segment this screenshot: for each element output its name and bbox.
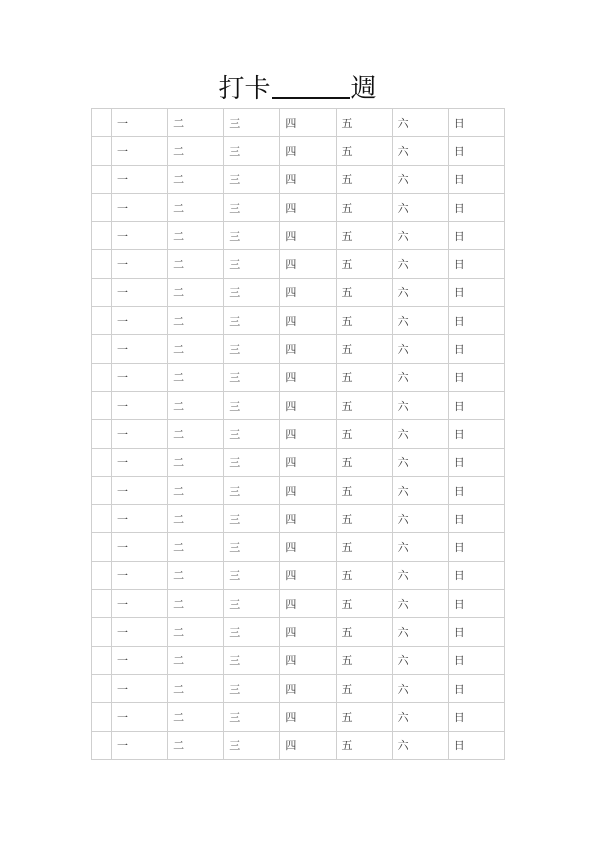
weekday-cell[interactable]: 二 xyxy=(168,505,224,533)
week-number-blank xyxy=(272,73,350,99)
row-label-cell[interactable] xyxy=(92,222,112,250)
row-label-cell[interactable] xyxy=(92,165,112,193)
weekday-cell[interactable]: 日 xyxy=(448,391,504,419)
weekday-cell[interactable]: 一 xyxy=(112,109,168,137)
weekday-cell[interactable]: 日 xyxy=(448,363,504,391)
weekday-cell[interactable]: 三 xyxy=(224,420,280,448)
weekday-cell[interactable]: 三 xyxy=(224,109,280,137)
weekday-cell[interactable]: 六 xyxy=(392,731,448,759)
weekday-cell[interactable]: 日 xyxy=(448,250,504,278)
table-row xyxy=(92,505,505,533)
weekday-cell[interactable]: 六 xyxy=(392,590,448,618)
weekday-cell[interactable]: 一 xyxy=(112,646,168,674)
weekday-cell[interactable]: 二 xyxy=(168,533,224,561)
weekday-cell[interactable]: 五 xyxy=(336,448,392,476)
weekday-cell[interactable]: 四 xyxy=(280,731,336,759)
weekday-cell[interactable]: 日 xyxy=(448,476,504,504)
weekday-cell[interactable]: 二 xyxy=(168,222,224,250)
weekday-cell[interactable]: 日 xyxy=(448,165,504,193)
weekday-cell[interactable]: 四 xyxy=(280,165,336,193)
row-label-cell[interactable] xyxy=(92,674,112,702)
weekday-cell[interactable]: 四 xyxy=(280,703,336,731)
weekday-cell[interactable]: 五 xyxy=(336,193,392,221)
weekday-cell[interactable]: 日 xyxy=(448,646,504,674)
row-label-cell[interactable] xyxy=(92,363,112,391)
weekday-cell[interactable]: 日 xyxy=(448,307,504,335)
weekday-cell[interactable]: 日 xyxy=(448,278,504,306)
weekday-cell[interactable]: 四 xyxy=(280,505,336,533)
weekday-cell[interactable]: 日 xyxy=(448,335,504,363)
weekday-cell[interactable]: 四 xyxy=(280,222,336,250)
weekday-cell[interactable]: 二 xyxy=(168,193,224,221)
weekday-cell[interactable]: 六 xyxy=(392,278,448,306)
weekday-cell[interactable]: 一 xyxy=(112,193,168,221)
weekday-cell[interactable]: 四 xyxy=(280,137,336,165)
row-label-cell[interactable] xyxy=(92,448,112,476)
weekday-cell[interactable]: 六 xyxy=(392,307,448,335)
weekday-cell[interactable]: 二 xyxy=(168,278,224,306)
title-suffix: 週 xyxy=(350,74,377,104)
weekday-cell[interactable]: 一 xyxy=(112,448,168,476)
weekday-cell[interactable]: 四 xyxy=(280,109,336,137)
weekday-cell[interactable]: 五 xyxy=(336,278,392,306)
weekday-cell[interactable]: 四 xyxy=(280,590,336,618)
table-row xyxy=(92,731,505,759)
table-row xyxy=(92,307,505,335)
table-row xyxy=(92,222,505,250)
weekday-cell[interactable]: 五 xyxy=(336,618,392,646)
weekday-cell[interactable]: 五 xyxy=(336,307,392,335)
weekday-cell[interactable]: 五 xyxy=(336,391,392,419)
weekday-cell[interactable]: 六 xyxy=(392,250,448,278)
row-label-cell[interactable] xyxy=(92,618,112,646)
weekday-cell[interactable]: 五 xyxy=(336,476,392,504)
weekday-cell[interactable]: 一 xyxy=(112,278,168,306)
weekday-cell[interactable]: 六 xyxy=(392,165,448,193)
table-row xyxy=(92,561,505,589)
row-label-cell[interactable] xyxy=(92,278,112,306)
weekday-cell[interactable]: 三 xyxy=(224,137,280,165)
weekday-cell[interactable]: 四 xyxy=(280,363,336,391)
weekday-cell[interactable]: 一 xyxy=(112,335,168,363)
row-label-cell[interactable] xyxy=(92,561,112,589)
weekday-cell[interactable]: 四 xyxy=(280,561,336,589)
weekday-cell[interactable]: 四 xyxy=(280,448,336,476)
weekday-cell[interactable]: 日 xyxy=(448,731,504,759)
table-row xyxy=(92,250,505,278)
table-row xyxy=(92,590,505,618)
row-label-cell[interactable] xyxy=(92,250,112,278)
weekday-cell[interactable]: 一 xyxy=(112,590,168,618)
table-row xyxy=(92,109,505,137)
weekday-cell[interactable]: 五 xyxy=(336,420,392,448)
weekday-cell[interactable]: 三 xyxy=(224,250,280,278)
table-row xyxy=(92,165,505,193)
weekday-cell[interactable]: 三 xyxy=(224,590,280,618)
weekday-cell[interactable]: 一 xyxy=(112,307,168,335)
row-label-cell[interactable] xyxy=(92,646,112,674)
weekday-cell[interactable]: 六 xyxy=(392,335,448,363)
checkin-table-body xyxy=(92,109,505,760)
weekday-cell[interactable]: 六 xyxy=(392,505,448,533)
weekday-cell[interactable]: 二 xyxy=(168,731,224,759)
weekday-cell[interactable]: 四 xyxy=(280,674,336,702)
weekday-cell[interactable]: 二 xyxy=(168,137,224,165)
title-prefix: 打卡 xyxy=(218,74,271,104)
row-label-cell[interactable] xyxy=(92,731,112,759)
weekday-cell[interactable]: 四 xyxy=(280,420,336,448)
weekday-cell[interactable]: 三 xyxy=(224,731,280,759)
row-label-cell[interactable] xyxy=(92,391,112,419)
weekday-cell[interactable]: 二 xyxy=(168,618,224,646)
weekday-cell[interactable]: 四 xyxy=(280,646,336,674)
table-row xyxy=(92,420,505,448)
weekday-cell[interactable]: 三 xyxy=(224,391,280,419)
weekday-cell[interactable]: 二 xyxy=(168,448,224,476)
weekday-cell[interactable]: 一 xyxy=(112,476,168,504)
weekday-cell[interactable]: 三 xyxy=(224,646,280,674)
row-label-cell[interactable] xyxy=(92,533,112,561)
weekday-cell[interactable]: 五 xyxy=(336,703,392,731)
table-row xyxy=(92,674,505,702)
weekday-cell[interactable]: 三 xyxy=(224,335,280,363)
weekday-cell[interactable]: 日 xyxy=(448,137,504,165)
weekday-cell[interactable]: 二 xyxy=(168,363,224,391)
table-row xyxy=(92,335,505,363)
weekday-cell[interactable]: 四 xyxy=(280,335,336,363)
weekday-cell[interactable]: 二 xyxy=(168,335,224,363)
weekday-cell[interactable]: 三 xyxy=(224,505,280,533)
weekday-cell[interactable]: 一 xyxy=(112,703,168,731)
weekday-cell[interactable]: 六 xyxy=(392,618,448,646)
weekday-cell[interactable]: 六 xyxy=(392,561,448,589)
weekday-cell[interactable]: 二 xyxy=(168,109,224,137)
row-label-cell[interactable] xyxy=(92,109,112,137)
weekday-cell[interactable]: 三 xyxy=(224,363,280,391)
weekday-cell[interactable]: 三 xyxy=(224,165,280,193)
weekday-cell[interactable]: 日 xyxy=(448,703,504,731)
weekday-cell[interactable]: 五 xyxy=(336,363,392,391)
weekday-cell[interactable]: 日 xyxy=(448,193,504,221)
weekday-cell[interactable]: 二 xyxy=(168,250,224,278)
weekday-cell[interactable]: 四 xyxy=(280,476,336,504)
table-row xyxy=(92,448,505,476)
weekday-cell[interactable]: 五 xyxy=(336,165,392,193)
table-row xyxy=(92,618,505,646)
row-label-cell[interactable] xyxy=(92,590,112,618)
weekday-cell[interactable]: 三 xyxy=(224,307,280,335)
table-row xyxy=(92,193,505,221)
weekday-cell[interactable]: 四 xyxy=(280,250,336,278)
weekday-cell[interactable]: 五 xyxy=(336,590,392,618)
weekday-cell[interactable]: 六 xyxy=(392,703,448,731)
weekday-cell[interactable]: 日 xyxy=(448,533,504,561)
weekday-cell[interactable]: 二 xyxy=(168,674,224,702)
table-row xyxy=(92,137,505,165)
weekday-cell[interactable]: 一 xyxy=(112,533,168,561)
weekday-cell[interactable]: 五 xyxy=(336,533,392,561)
weekday-cell[interactable]: 二 xyxy=(168,391,224,419)
weekday-cell[interactable]: 六 xyxy=(392,448,448,476)
weekday-cell[interactable]: 四 xyxy=(280,193,336,221)
weekday-cell[interactable]: 二 xyxy=(168,703,224,731)
weekday-cell[interactable]: 日 xyxy=(448,505,504,533)
weekday-cell[interactable]: 三 xyxy=(224,533,280,561)
page-title xyxy=(0,72,595,106)
weekday-cell[interactable]: 六 xyxy=(392,391,448,419)
row-label-cell[interactable] xyxy=(92,193,112,221)
weekday-cell[interactable]: 五 xyxy=(336,561,392,589)
weekday-cell[interactable]: 一 xyxy=(112,222,168,250)
weekday-cell[interactable]: 五 xyxy=(336,250,392,278)
weekday-cell[interactable]: 三 xyxy=(224,476,280,504)
weekday-cell[interactable]: 六 xyxy=(392,420,448,448)
weekday-cell[interactable]: 二 xyxy=(168,165,224,193)
weekday-cell[interactable]: 五 xyxy=(336,505,392,533)
row-label-cell[interactable] xyxy=(92,476,112,504)
weekday-cell[interactable]: 四 xyxy=(280,391,336,419)
weekday-cell[interactable]: 一 xyxy=(112,391,168,419)
weekday-cell[interactable]: 日 xyxy=(448,674,504,702)
weekday-cell[interactable]: 五 xyxy=(336,137,392,165)
table-row xyxy=(92,646,505,674)
weekday-cell[interactable]: 三 xyxy=(224,278,280,306)
weekday-cell[interactable]: 一 xyxy=(112,505,168,533)
weekday-cell[interactable]: 五 xyxy=(336,222,392,250)
table-row xyxy=(92,703,505,731)
weekday-cell[interactable]: 日 xyxy=(448,222,504,250)
row-label-cell[interactable] xyxy=(92,307,112,335)
weekday-cell[interactable]: 二 xyxy=(168,590,224,618)
weekday-cell[interactable]: 一 xyxy=(112,250,168,278)
weekday-cell[interactable]: 日 xyxy=(448,590,504,618)
weekday-cell[interactable]: 五 xyxy=(336,109,392,137)
row-label-cell[interactable] xyxy=(92,703,112,731)
weekday-cell[interactable]: 二 xyxy=(168,420,224,448)
weekday-cell[interactable]: 二 xyxy=(168,476,224,504)
weekday-cell[interactable]: 二 xyxy=(168,307,224,335)
weekday-cell[interactable]: 日 xyxy=(448,618,504,646)
weekday-cell[interactable]: 日 xyxy=(448,561,504,589)
weekday-cell[interactable]: 六 xyxy=(392,222,448,250)
weekday-cell[interactable]: 日 xyxy=(448,448,504,476)
weekday-cell[interactable]: 三 xyxy=(224,222,280,250)
weekday-cell[interactable]: 一 xyxy=(112,137,168,165)
weekday-cell[interactable]: 五 xyxy=(336,674,392,702)
table-row xyxy=(92,391,505,419)
weekday-cell[interactable]: 五 xyxy=(336,335,392,363)
weekday-cell[interactable]: 六 xyxy=(392,363,448,391)
weekday-cell[interactable]: 三 xyxy=(224,618,280,646)
weekday-cell[interactable]: 六 xyxy=(392,109,448,137)
weekday-cell[interactable]: 五 xyxy=(336,731,392,759)
weekday-cell[interactable]: 四 xyxy=(280,278,336,306)
checkin-table xyxy=(91,108,505,760)
weekday-cell[interactable]: 一 xyxy=(112,731,168,759)
weekday-cell[interactable]: 六 xyxy=(392,476,448,504)
weekday-cell[interactable]: 二 xyxy=(168,646,224,674)
weekday-cell[interactable]: 六 xyxy=(392,193,448,221)
weekday-cell[interactable]: 四 xyxy=(280,533,336,561)
weekday-cell[interactable]: 一 xyxy=(112,363,168,391)
weekday-cell[interactable]: 三 xyxy=(224,561,280,589)
weekday-cell[interactable]: 日 xyxy=(448,109,504,137)
weekday-cell[interactable]: 六 xyxy=(392,646,448,674)
row-label-cell[interactable] xyxy=(92,335,112,363)
weekday-cell[interactable]: 日 xyxy=(448,420,504,448)
weekday-cell[interactable]: 五 xyxy=(336,646,392,674)
row-label-cell[interactable] xyxy=(92,420,112,448)
table-row xyxy=(92,278,505,306)
weekday-cell[interactable]: 一 xyxy=(112,420,168,448)
weekday-cell[interactable]: 一 xyxy=(112,561,168,589)
weekday-cell[interactable]: 一 xyxy=(112,674,168,702)
weekday-cell[interactable]: 二 xyxy=(168,561,224,589)
weekday-cell[interactable]: 四 xyxy=(280,307,336,335)
row-label-cell[interactable] xyxy=(92,505,112,533)
weekday-cell[interactable]: 六 xyxy=(392,674,448,702)
weekday-cell[interactable]: 四 xyxy=(280,618,336,646)
weekday-cell[interactable]: 一 xyxy=(112,165,168,193)
weekday-cell[interactable]: 一 xyxy=(112,618,168,646)
row-label-cell[interactable] xyxy=(92,137,112,165)
weekday-cell[interactable]: 三 xyxy=(224,703,280,731)
weekday-cell[interactable]: 三 xyxy=(224,193,280,221)
table-row xyxy=(92,476,505,504)
table-row xyxy=(92,533,505,561)
weekday-cell[interactable]: 三 xyxy=(224,448,280,476)
weekday-cell[interactable]: 三 xyxy=(224,674,280,702)
weekday-cell[interactable]: 六 xyxy=(392,137,448,165)
table-row xyxy=(92,363,505,391)
weekday-cell[interactable]: 六 xyxy=(392,533,448,561)
